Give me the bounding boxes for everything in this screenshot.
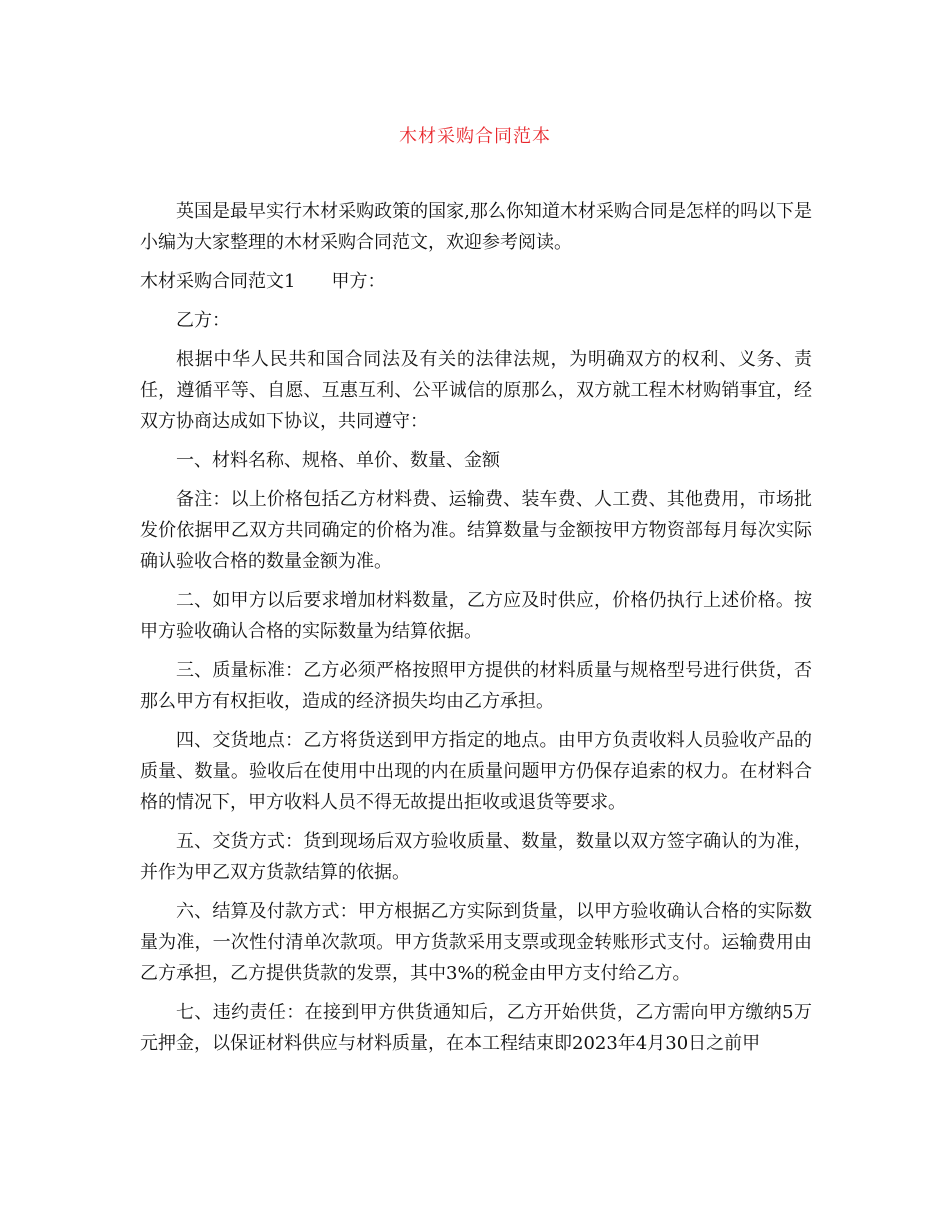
sample-heading: 木材采购合同范文1 [140,271,296,292]
clause-paragraph: 三、质量标准：乙方必须严格按照甲方提供的材料质量与规格型号进行供货，否那么甲方有权拒收，造成的经济损失均由乙方承担。 [140,660,812,712]
party-b-label: 乙方： [176,310,230,331]
intro-paragraph: 英国是最早实行木材采购政策的国家,那么你知道木材采购合同是怎样的吗以下是小编为大家整理的木材采购合同范文，欢迎参考阅读。 [140,201,812,253]
clause-paragraph: 五、交货方式：货到现场后双方验收质量、数量，数量以双方签字确认的为准，并作为甲乙双方货款结算的依据。 [140,831,812,883]
clause-paragraph: 四、交货地点：乙方将货送到甲方指定的地点。由甲方负责收料人员验收产品的质量、数量。验收后在使用中出现的内在质量问题甲方仍保存追索的权力。在材料合格的情况下，甲方收料人员不得无故提出拒收或退货等要求。 [140,730,812,813]
party-a-label: 甲方： [331,271,386,292]
clause-paragraph: 二、如甲方以后要求增加材料数量，乙方应及时供应，价格仍执行上述价格。按甲方验收确认合格的实际数量为结算依据。 [140,590,812,642]
clause-paragraph: 备注：以上价格包括乙方材料费、运输费、装车费、人工费、其他费用，市场批发价依据甲乙双方共同确定的价格为准。结算数量与金额按甲方物资部每月每次实际确认验收合格的数量金额为准。 [140,489,812,572]
document-body [140,196,812,1067]
clause-paragraph: 六、结算及付款方式：甲方根据乙方实际到货量，以甲方验收确认合格的实际数量为准，一次性付清单次款项。甲方货款采用支票或现金转账形式支付。运输费用由乙方承担，乙方提供货款的发票，其中3%的税金由甲方支付给乙方。 [140,901,812,984]
document-title: 木材采购合同范本 [399,126,551,147]
sample-heading-line [140,266,812,297]
clause-paragraph: 七、违约责任：在接到甲方供货通知后，乙方开始供货，乙方需向甲方缴纳5万元押金，以保证材料供应与材料质量，在本工程结束即2023年4月30日之前甲 [140,1002,812,1054]
preamble-paragraph: 根据中华人民共和国合同法及有关的法律法规，为明确双方的权利、义务、责任，遵循平等、自愿、互惠互利、公平诚信的原那么，双方就工程木材购销事宜，经双方协商达成如下协议，共同遵守： [140,349,812,432]
clause-paragraph: 一、材料名称、规格、单价、数量、金额 [176,450,500,471]
